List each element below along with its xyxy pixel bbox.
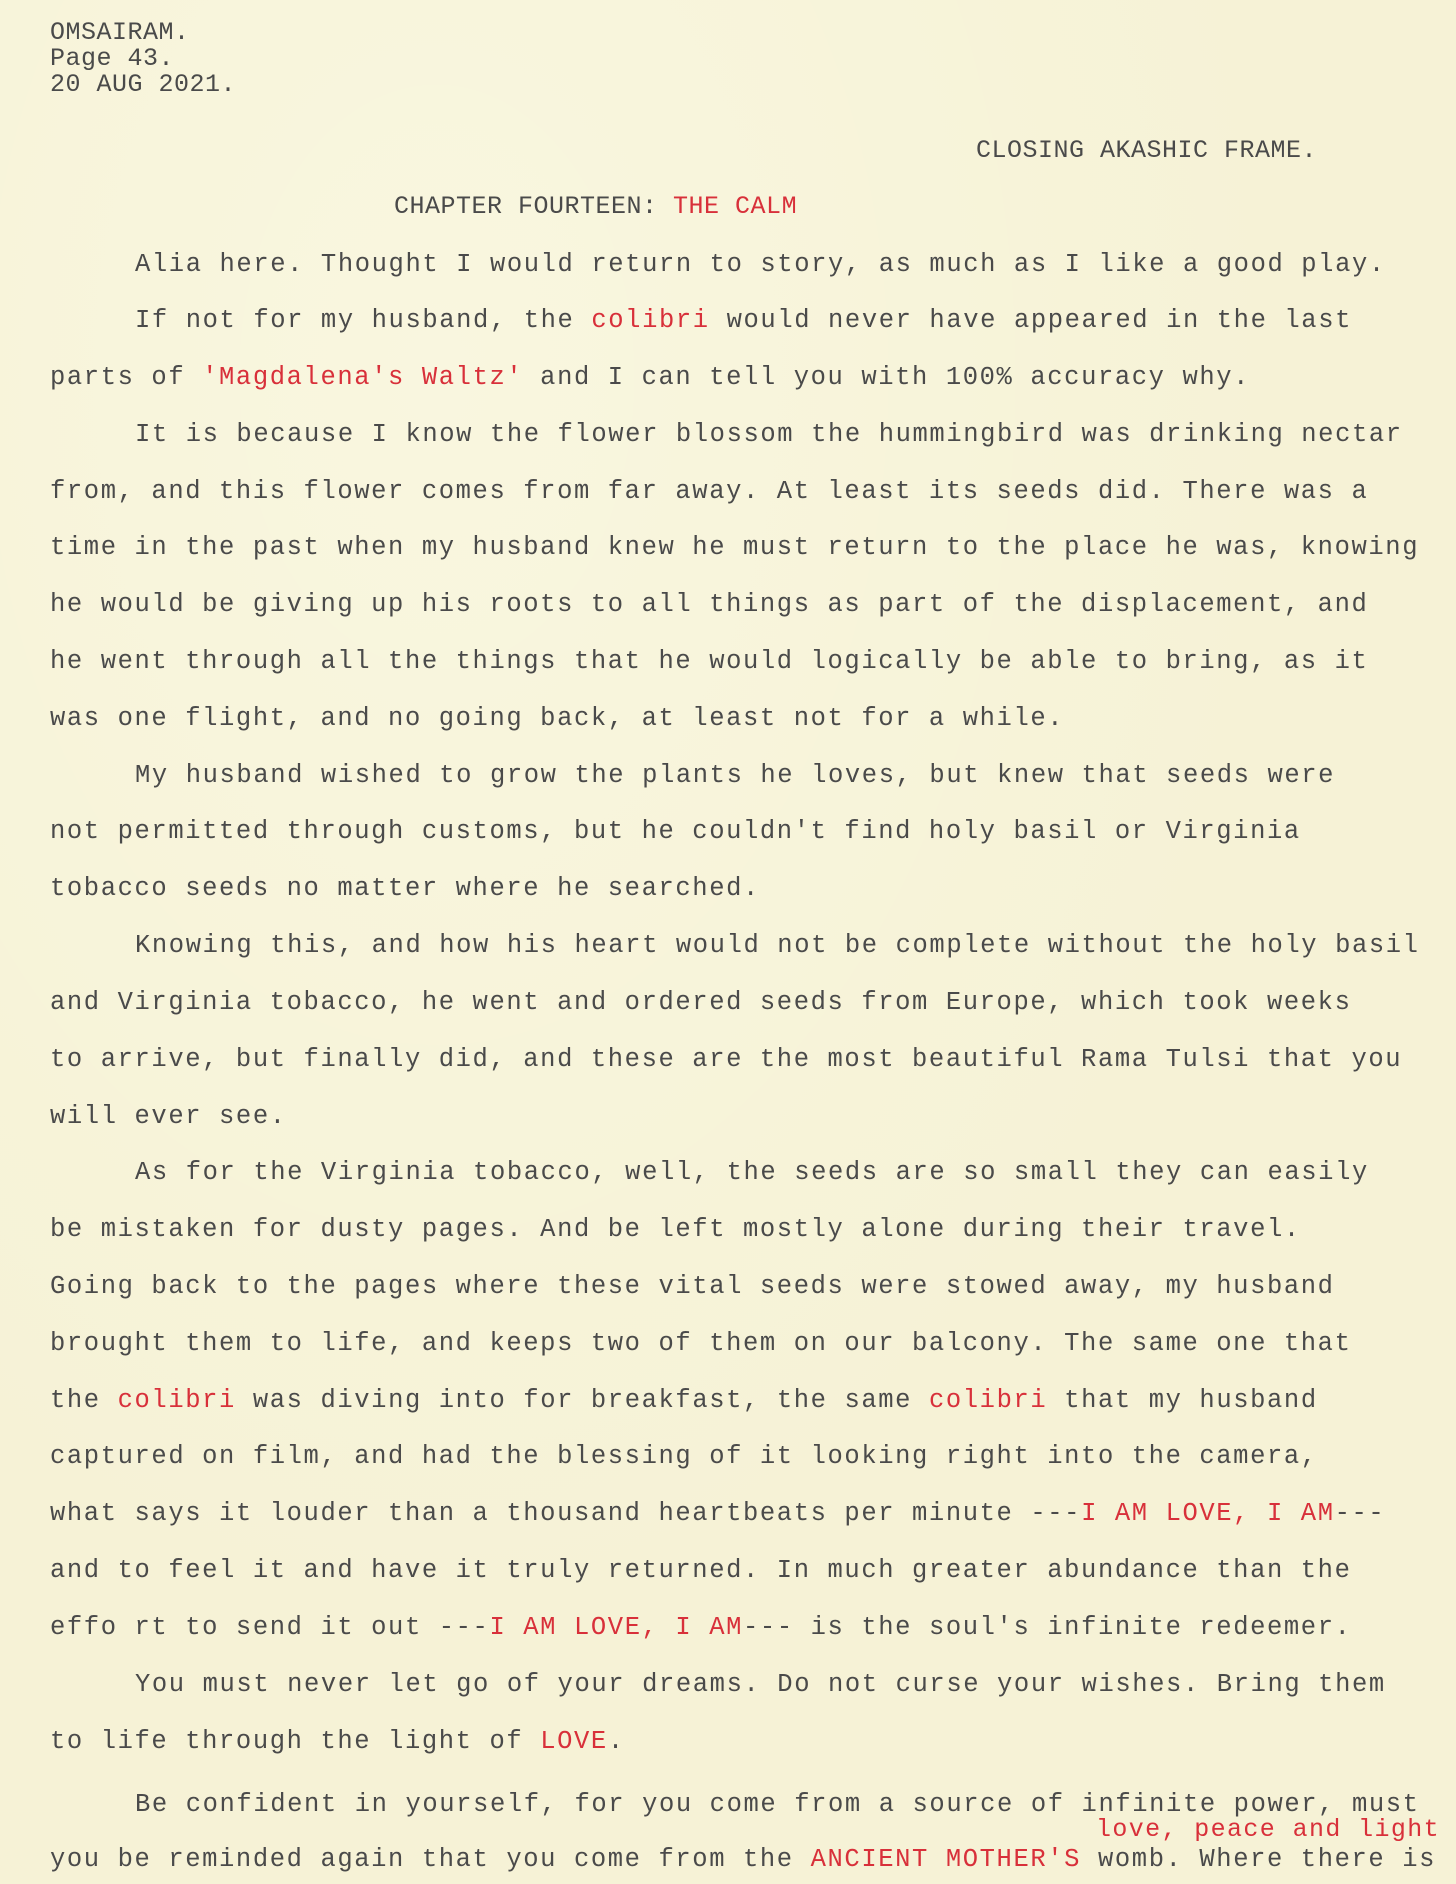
body-line: to arrive, but finally did, and these are the most beautiful Rama Tulsi that you <box>50 1045 1403 1074</box>
body-line: what says it louder than a thousand heartbeats per minute ---I AM LOVE, I AM--- <box>50 1499 1386 1528</box>
title-highlight: 'Magdalena's Waltz' <box>202 363 524 392</box>
body-line: will ever see. <box>50 1102 287 1131</box>
frame-title: CLOSING AKASHIC FRAME. <box>976 136 1318 165</box>
love-highlight: LOVE <box>540 1727 608 1756</box>
body-line: effo rt to send it out ---I AM LOVE, I AM--- is the soul's infinite redeemer. <box>50 1613 1352 1642</box>
body-line: he would be giving up his roots to all things as part of the displacement, and <box>50 590 1369 619</box>
body-line: to life through the light of LOVE. <box>50 1727 625 1756</box>
body-line: If not for my husband, the colibri would never have appeared in the last <box>135 306 1352 335</box>
body-line: from, and this flower comes from far away. At least its seeds did. There was a <box>50 477 1369 506</box>
body-line: time in the past when my husband knew he must return to the place he was, knowing <box>50 533 1420 562</box>
body-line: It is because I know the flower blossom the hummingbird was drinking nectar <box>135 420 1403 449</box>
body-line: not permitted through customs, but he couldn't find holy basil or Virginia <box>50 817 1301 846</box>
body-line: and to feel it and have it truly returned. In much greater abundance than the <box>50 1556 1352 1585</box>
header-line-date: 20 AUG 2021. <box>50 70 237 99</box>
ancient-mother-highlight: ANCIENT MOTHER'S <box>810 1845 1082 1874</box>
body-line: captured on film, and had the blessing of it looking right into the camera, <box>50 1442 1318 1471</box>
body-line: he went through all the things that he would logically be able to bring, as it <box>50 647 1369 676</box>
body-line: tobacco seeds no matter where he searched. <box>50 874 760 903</box>
margin-note: love, peace and light <box>1096 1815 1441 1844</box>
i-am-love-highlight: I AM LOVE, I AM <box>1081 1499 1335 1528</box>
i-am-love-highlight: I AM LOVE, I AM <box>489 1613 744 1642</box>
body-line: Knowing this, and how his heart would not be complete without the holy basil <box>135 931 1420 960</box>
body-line: Be confident in yourself, for you come from a source of infinite power, must <box>135 1790 1420 1819</box>
body-line: you be reminded again that you come from the ANCIENT MOTHER'S womb. Where there is <box>50 1845 1437 1874</box>
colibri-highlight: colibri <box>591 306 710 335</box>
body-line: Alia here. Thought I would return to story, as much as I like a good play. <box>135 250 1386 279</box>
colibri-highlight: colibri <box>928 1386 1048 1415</box>
body-line: You must never let go of your dreams. Do not curse your wishes. Bring them <box>135 1670 1386 1699</box>
body-line: Going back to the pages where these vital seeds were stowed away, my husband <box>50 1272 1335 1301</box>
body-line: As for the Virginia tobacco, well, the seeds are so small they can easily <box>135 1158 1369 1187</box>
body-line: brought them to life, and keeps two of them on our balcony. The same one that <box>50 1329 1352 1358</box>
chapter-prefix: CHAPTER FOURTEEN: <box>394 192 674 221</box>
chapter-title: THE CALM <box>673 192 798 221</box>
body-line: parts of 'Magdalena's Waltz' and I can tell you with 100% accuracy why. <box>50 363 1251 392</box>
header-line-page-number: Page 43. <box>50 44 175 73</box>
body-line: and Virginia tobacco, he went and ordered seeds from Europe, which took weeks <box>50 988 1352 1017</box>
body-line: be mistaken for dusty pages. And be left mostly alone during their travel. <box>50 1215 1301 1244</box>
colibri-highlight: colibri <box>117 1386 236 1415</box>
body-line: was one flight, and no going back, at least not for a while. <box>50 704 1065 733</box>
page-header <box>50 20 236 98</box>
header-line-omsairam: OMSAIRAM. <box>50 18 190 47</box>
chapter-heading <box>394 192 797 221</box>
body-line: My husband wished to grow the plants he loves, but knew that seeds were <box>135 761 1336 790</box>
body-line: the colibri was diving into for breakfast, the same colibri that my husband <box>50 1386 1318 1415</box>
